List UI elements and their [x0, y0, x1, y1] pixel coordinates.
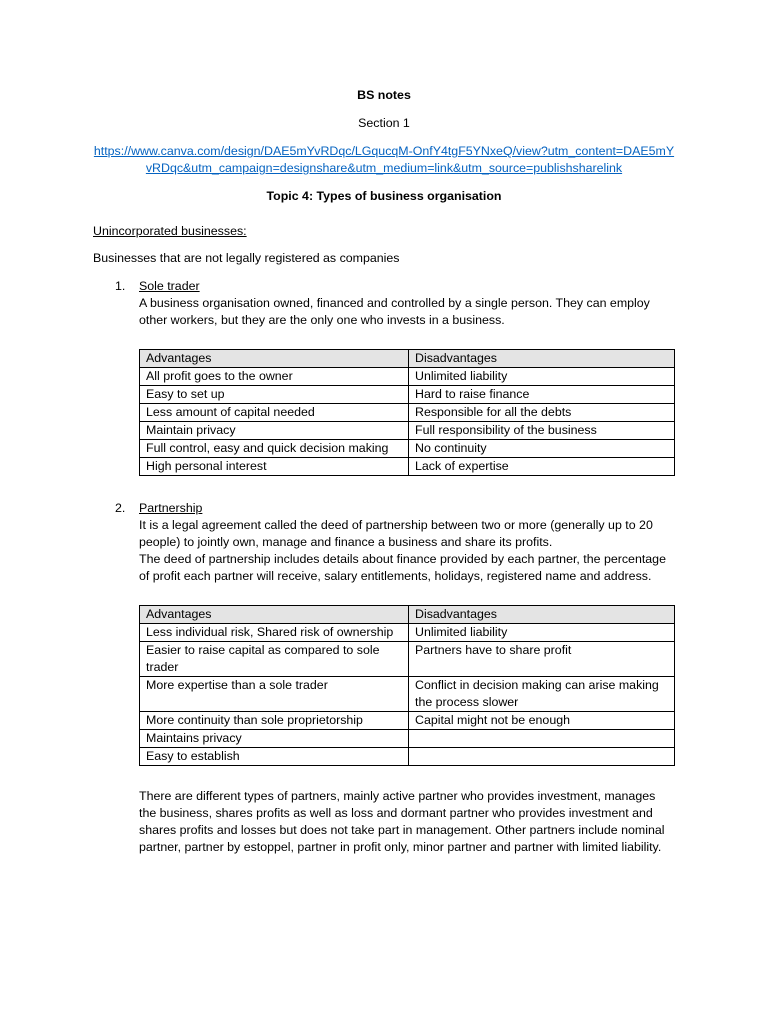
list-number: 1. — [115, 279, 126, 293]
table-header-cell: Advantages — [140, 350, 409, 368]
table-cell: High personal interest — [140, 458, 409, 476]
table-cell: All profit goes to the owner — [140, 368, 409, 386]
table-row — [140, 458, 675, 476]
table-header-cell: Disadvantages — [409, 350, 675, 368]
table-header-cell: Disadvantages — [409, 606, 675, 624]
table-cell: Full responsibility of the business — [409, 422, 675, 440]
table-cell: Unlimited liability — [409, 624, 675, 642]
list-item-sole-trader — [93, 278, 675, 476]
document-page — [93, 87, 675, 856]
table-cell: Easy to establish — [140, 748, 409, 766]
table-cell: Maintain privacy — [140, 422, 409, 440]
section-label: Section 1 — [358, 116, 410, 130]
item-paragraph: The deed of partnership includes details about finance provided by each partner, the percentage of profit each partner will receive, salary entitlements, holidays, registered name and address. — [139, 552, 666, 583]
table-cell: Full control, easy and quick decision making — [140, 440, 409, 458]
table-row — [140, 642, 675, 677]
table-cell: Capital might not be enough — [409, 712, 675, 730]
table-cell: Less individual risk, Shared risk of ownership — [140, 624, 409, 642]
table-cell: Maintains privacy — [140, 730, 409, 748]
table-header-row — [140, 606, 675, 624]
partner-types-paragraph: There are different types of partners, mainly active partner who provides investment, manages the business, shares profits as well as loss and dormant partner who provides investment and shares profits and losses but does not take part in management. Other partners include nominal partner, partner by estoppel, partner in profit only, minor partner and partner with limited liability. — [139, 789, 665, 854]
table-row — [140, 677, 675, 712]
table-cell: Unlimited liability — [409, 368, 675, 386]
table-row — [140, 748, 675, 766]
table-cell — [409, 730, 675, 748]
table-cell: Easy to set up — [140, 386, 409, 404]
table-header-row — [140, 350, 675, 368]
partnership-table — [139, 605, 675, 766]
item-title: Sole trader — [139, 279, 200, 293]
list-item-partnership — [93, 500, 675, 766]
table-row — [140, 440, 675, 458]
sole-trader-table — [139, 349, 675, 476]
list-number: 2. — [115, 501, 126, 515]
table-cell: Less amount of capital needed — [140, 404, 409, 422]
table-cell: Partners have to share profit — [409, 642, 675, 677]
unincorporated-heading: Unincorporated businesses: — [93, 224, 247, 238]
document-title: BS notes — [357, 88, 411, 102]
table-cell: Easier to raise capital as compared to sole trader — [140, 642, 409, 677]
item-paragraph: It is a legal agreement called the deed of partnership between two or more (generally up to 20 people) to jointly own, manage and finance a business and share its profits. — [139, 518, 653, 549]
table-cell: More continuity than sole proprietorship — [140, 712, 409, 730]
unincorporated-description: Businesses that are not legally registered as companies — [93, 251, 400, 265]
table-cell: No continuity — [409, 440, 675, 458]
table-cell: More expertise than a sole trader — [140, 677, 409, 712]
table-cell: Lack of expertise — [409, 458, 675, 476]
table-cell: Responsible for all the debts — [409, 404, 675, 422]
table-cell: Hard to raise finance — [409, 386, 675, 404]
table-row — [140, 404, 675, 422]
table-row — [140, 730, 675, 748]
table-row — [140, 386, 675, 404]
item-title: Partnership — [139, 501, 203, 515]
table-row — [140, 422, 675, 440]
table-row — [140, 368, 675, 386]
item-paragraph: A business organisation owned, financed and controlled by a single person. They can employ other workers, but they are the only one who invests in a business. — [139, 296, 650, 327]
canva-link[interactable]: https://www.canva.com/design/DAE5mYvRDqc/LGqucqM-OnfY4tgF5YNxeQ/view?utm_content=DAE5mYvRDqc&utm_campaign=designshare&utm_medium=link&utm_source=publishsharelink — [93, 144, 675, 175]
topic-heading: Topic 4: Types of business organisation — [266, 189, 502, 203]
table-cell — [409, 748, 675, 766]
table-row — [140, 624, 675, 642]
table-header-cell: Advantages — [140, 606, 409, 624]
table-cell: Conflict in decision making can arise making the process slower — [409, 677, 675, 712]
table-row — [140, 712, 675, 730]
